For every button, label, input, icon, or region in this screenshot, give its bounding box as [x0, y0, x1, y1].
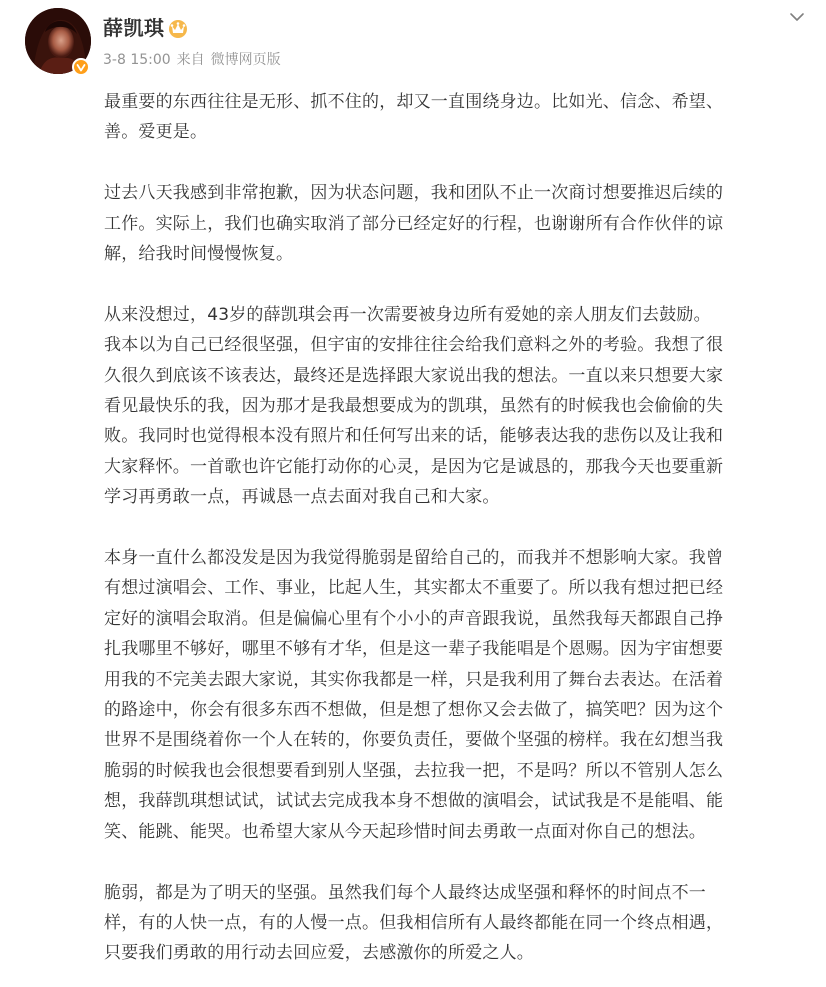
- text-line: 我本以为自己已经很坚强，但宇宙的安排往往会给我们意料之外的考验。我想了很: [104, 335, 724, 356]
- text-line: 只要我们勇敢的用行动去回应爱，去感激你的所爱之人。: [104, 943, 534, 964]
- text-line: 的路途中，你会有很多东西不想做，但是想了想你又会去做了，搞笑吧？因为这个: [104, 700, 724, 721]
- text-line: 善。爱更是。: [104, 122, 208, 143]
- text-line: 有想过演唱会、工作、事业，比起人生，其实都太不重要了。所以我有想过把已经: [104, 578, 724, 599]
- text-line: 过去八天我感到非常抱歉，因为状态问题，我和团队不止一次商讨想要推迟后续的: [104, 183, 724, 204]
- text-line: 最重要的东西往往是无形、抓不住的，却又一直围绕身边。比如光、信念、希望、: [104, 92, 724, 112]
- post-body: [104, 87, 804, 969]
- text-line: 工作。实际上，我们也确实取消了部分已经定好的行程，也谢谢所有合作伙伴的谅: [104, 213, 724, 234]
- text-line: 世界不是围绕着你一个人在转的，你要负责任，要做个坚强的榜样。我在幻想当我: [104, 730, 724, 751]
- text-line: 笑、能跳、能哭。也希望大家从今天起珍惜时间去勇敢一点面对你自己的想法。: [104, 821, 706, 842]
- text-line: 扎我哪里不够好，哪里不够有才华，但是这一辈子我能唱是个恩赐。因为宇宙想要: [104, 639, 724, 660]
- post-paragraph: [104, 878, 804, 969]
- post-timestamp[interactable]: 3-8 15:00: [103, 52, 171, 68]
- author-name[interactable]: 薛凯琪: [103, 16, 165, 40]
- chevron-down-icon[interactable]: [786, 6, 808, 28]
- text-line: 本身一直什么都没发是因为我觉得脆弱是留给自己的，而我并不想影响大家。我曾: [104, 548, 724, 569]
- post-meta: [103, 49, 281, 71]
- verified-badge-icon: [72, 58, 90, 76]
- text-line: 定好的演唱会取消。但是偏偏心里有个小小的声音跟我说，虽然我每天都跟自己挣: [104, 608, 724, 629]
- text-line: 从来没想过，43岁的薛凯琪会再一次需要被身边所有爱她的亲人朋友们去鼓励。: [104, 304, 711, 325]
- source-prefix: 来自: [176, 52, 205, 68]
- text-line: 想，我薛凯琪想试试，试试去完成我本身不想做的演唱会，试试我是不是能唱、能: [104, 791, 724, 812]
- text-line: 用我的不完美去跟大家说，其实你我都是一样，只是我利用了舞台去表达。在活着: [104, 669, 724, 690]
- text-line: 解，给我时间慢慢恢复。: [104, 244, 294, 265]
- text-line: 久很久到底该不该表达，最终还是选择跟大家说出我的想法。一直以来只想要大家: [104, 365, 724, 386]
- text-line: 脆弱的时候我也会很想要看到别人坚强，去拉我一把，不是吗？所以不管别人怎么: [104, 760, 724, 781]
- post-paragraph: [104, 543, 804, 847]
- post-paragraph: [104, 87, 804, 148]
- post-source: 微博网页版: [210, 52, 281, 68]
- text-line: 败。我同时也觉得根本没有照片和任何写出来的话，能够表达我的悲伤以及让我和: [104, 426, 724, 447]
- text-line: 样，有的人快一点，有的人慢一点。但我相信所有人最终都能在同一个终点相遇，: [104, 912, 724, 933]
- text-line: 学习再勇敢一点，再诚恳一点去面对我自己和大家。: [104, 487, 500, 508]
- text-line: 脆弱，都是为了明天的坚强。虽然我们每个人最终达成坚强和释怀的时间点不一: [104, 882, 706, 903]
- text-line: 大家释怀。一首歌也许它能打动你的心灵，是因为它是诚恳的，那我今天也要重新: [104, 456, 724, 477]
- text-line: 看见最快乐的我，因为那才是我最想要成为的凯琪，虽然有的时候我也会偷偷的失: [104, 396, 724, 417]
- vip-crown-icon[interactable]: [167, 17, 189, 39]
- post-paragraph: [104, 300, 804, 513]
- post-paragraph: [104, 178, 804, 269]
